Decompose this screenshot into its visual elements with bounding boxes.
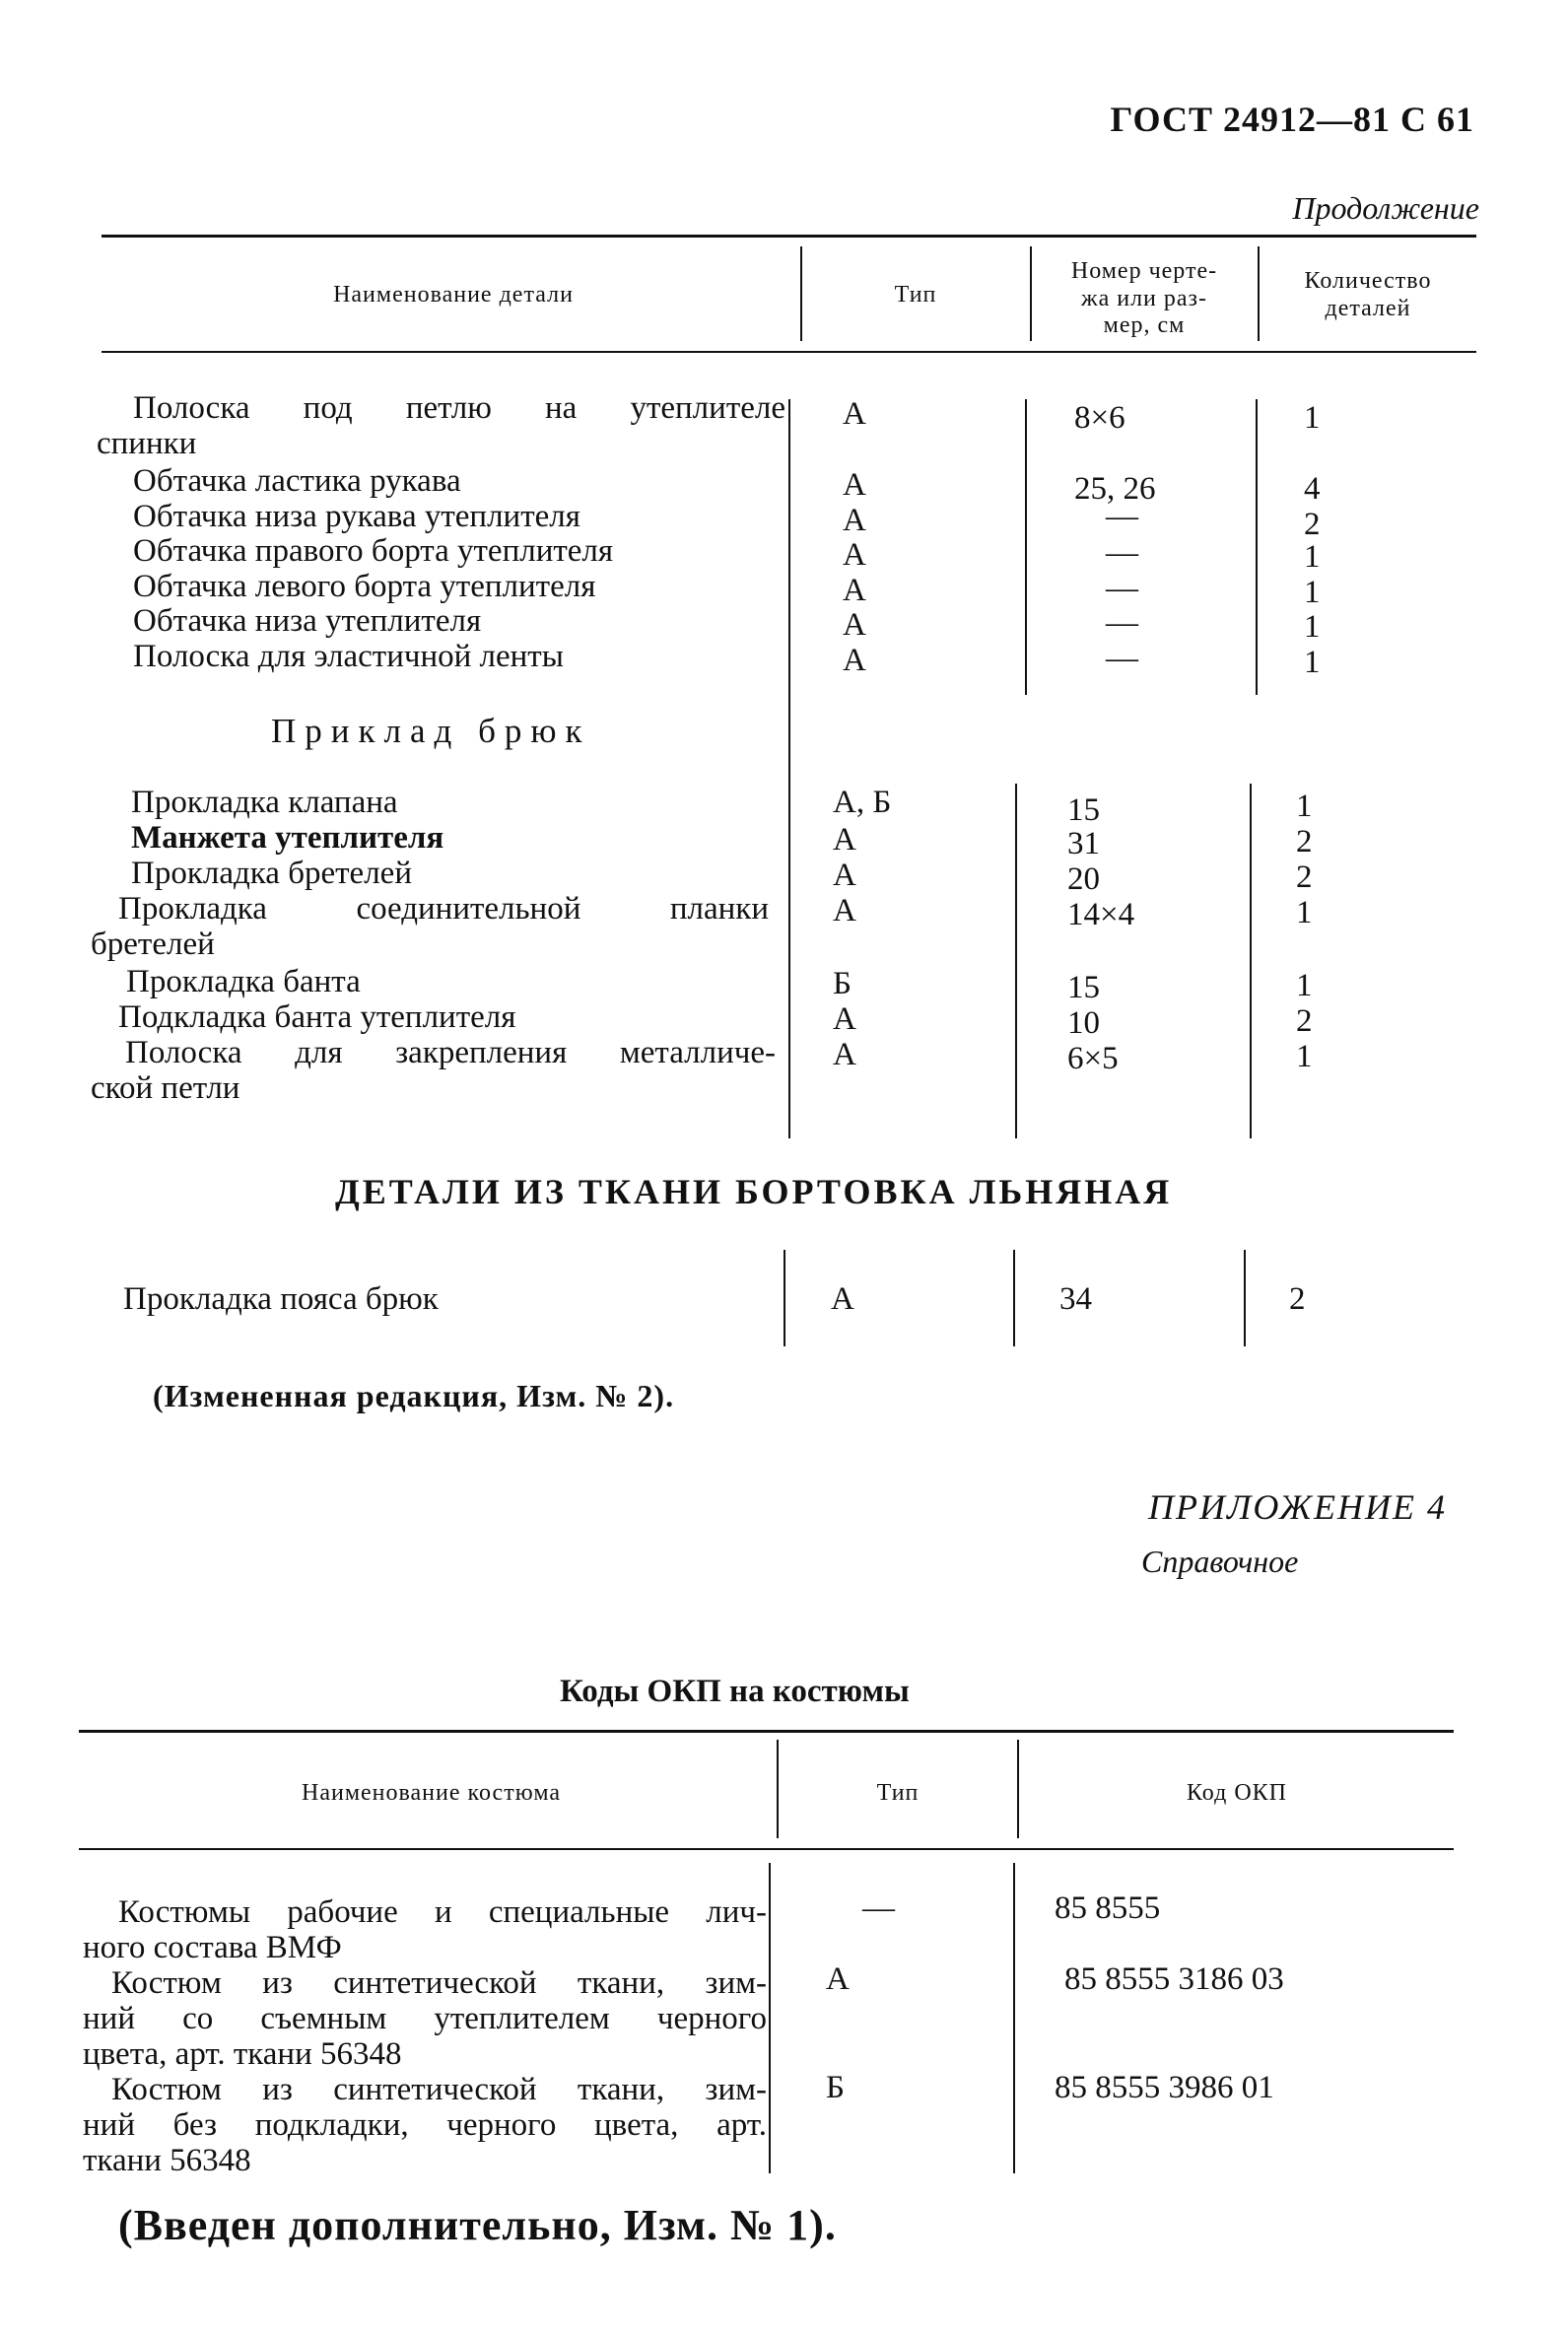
column-divider <box>1244 1250 1246 1346</box>
column-divider <box>1030 246 1032 341</box>
table-top-rule <box>102 235 1476 238</box>
column-header-name: Наименование костюма <box>302 1780 561 1806</box>
column-divider <box>784 1250 785 1346</box>
continuation-label: Продолжение <box>1292 190 1479 226</box>
table-top-rule <box>79 1730 1454 1733</box>
amendment-note: (Введен дополнительно, Изм. № 1). <box>118 2201 837 2249</box>
column-divider <box>1258 246 1260 341</box>
document-reference: ГОСТ 24912—81 С 61 <box>1110 100 1474 139</box>
column-header-code: Код ОКП <box>1186 1780 1287 1806</box>
table-header-rule <box>102 351 1476 353</box>
column-header-type: Тип <box>894 282 937 308</box>
column-divider <box>1015 784 1017 1138</box>
appendix-title: ПРИЛОЖЕНИЕ 4 <box>1148 1487 1447 1527</box>
appendix-subtitle: Справочное <box>1141 1544 1299 1579</box>
column-divider <box>1256 399 1258 695</box>
column-divider <box>1017 1740 1019 1838</box>
table-header-rule <box>79 1848 1454 1850</box>
column-header-number: Номер черте- жа или раз- мер, см <box>1070 258 1218 339</box>
column-header-quantity: Количество деталей <box>1304 268 1432 321</box>
section-heading: ДЕТАЛИ ИЗ ТКАНИ БОРТОВКА ЛЬНЯНАЯ <box>335 1172 1173 1211</box>
column-divider <box>1025 399 1027 695</box>
column-divider <box>769 1863 771 2173</box>
amendment-note: (Измененная редакция, Изм. № 2). <box>153 1378 675 1413</box>
column-header-name: Наименование детали <box>333 282 574 308</box>
table-title: Коды ОКП на костюмы <box>560 1674 910 1709</box>
column-divider <box>1250 784 1252 1138</box>
column-divider <box>788 399 790 1138</box>
column-divider <box>1013 1863 1015 2173</box>
column-divider <box>777 1740 779 1838</box>
column-divider <box>1013 1250 1015 1346</box>
column-header-type: Тип <box>876 1780 920 1806</box>
column-divider <box>800 246 802 341</box>
section-title: Приклад брюк <box>271 712 591 750</box>
